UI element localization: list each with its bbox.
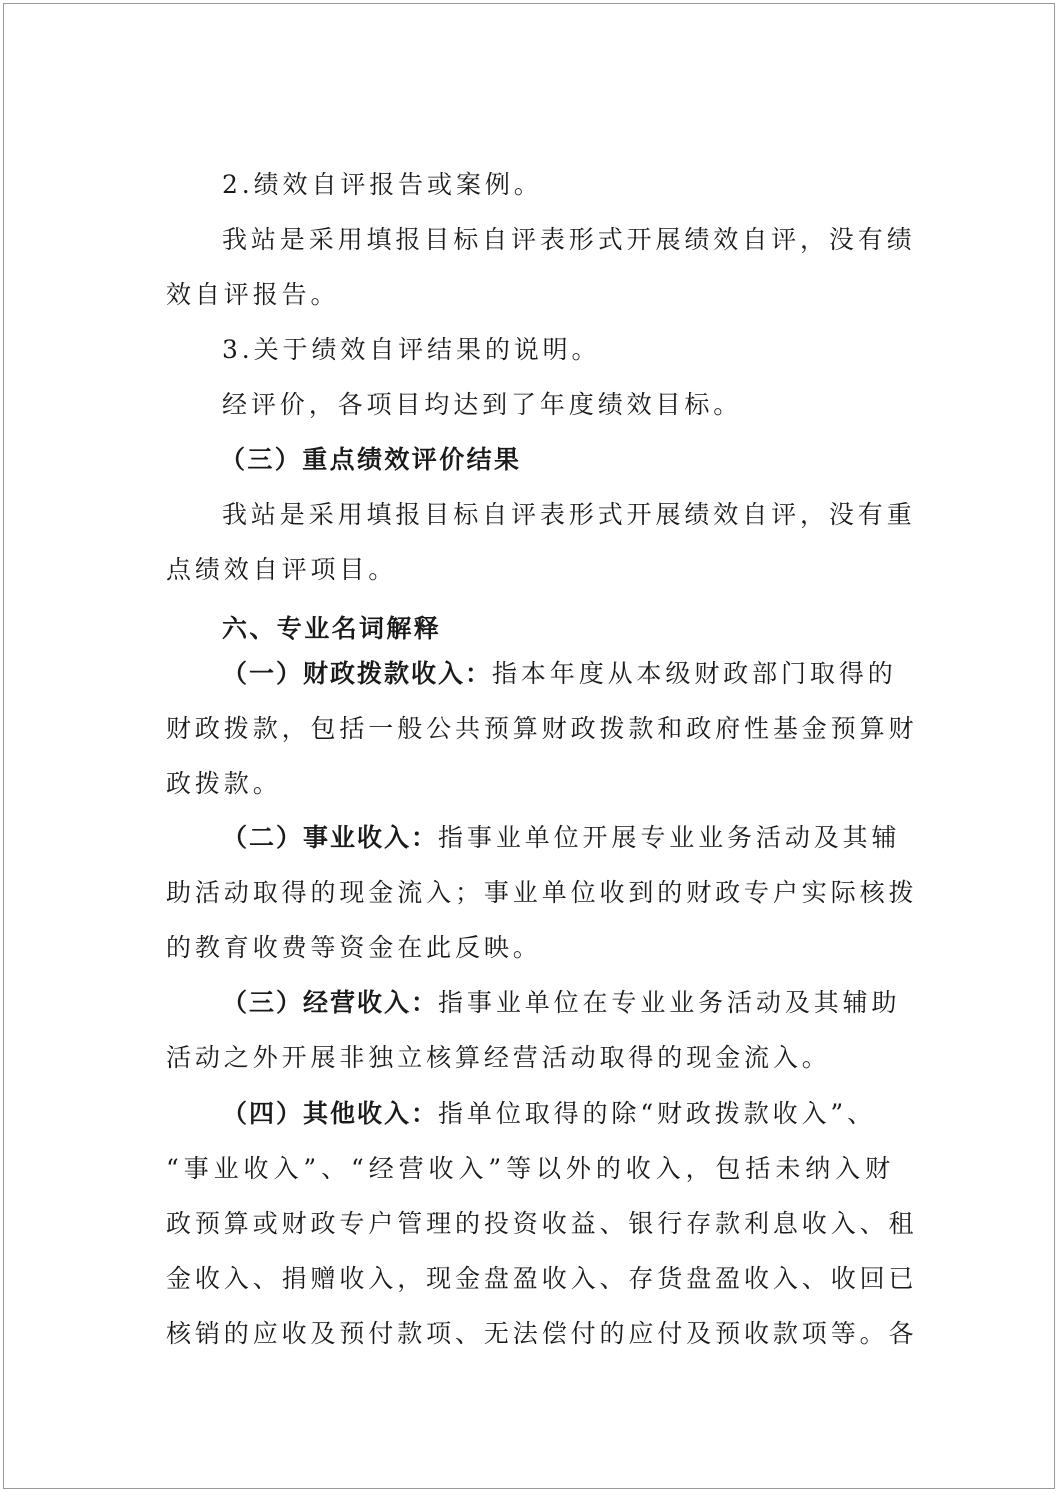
item2-body-line2: 效自评报告。 (166, 280, 340, 309)
term2-line1 (222, 821, 900, 855)
item2-body-line1: 我站是采用填报目标自评表形式开展绩效自评，没有绩 (222, 225, 916, 254)
term1-line3: 政拨款。 (166, 769, 282, 798)
term1-text: 指本年度从本级财政部门取得的 (492, 659, 897, 688)
term3-text: 指事业单位在专业业务活动及其辅助 (438, 988, 901, 1017)
term4-line1 (222, 1097, 876, 1131)
term2-label: （二）事业收入： (222, 823, 439, 852)
term4-line4: 金收入、捐赠收入，现金盘盈收入、存货盘盈收入、收回已 (166, 1264, 918, 1293)
item3-title: 3.关于绩效自评结果的说明。 (222, 335, 601, 364)
term4-text: 指单位取得的除“财政拨款收入”、 (438, 1099, 876, 1128)
term2-text: 指事业单位开展专业业务活动及其辅 (438, 823, 901, 852)
item3-body: 经评价，各项目均达到了年度绩效目标。 (222, 390, 743, 419)
term2-line2: 助活动取得的现金流入；事业单位收到的财政专户实际核拨 (166, 878, 918, 907)
section3-heading: （三）重点绩效评价结果 (220, 445, 522, 474)
term4-line3: 政预算或财政专户管理的投资收益、银行存款利息收入、租 (166, 1209, 918, 1238)
term1-label: （一）财政拨款收入： (222, 659, 493, 688)
section3-body-line1: 我站是采用填报目标自评表形式开展绩效自评，没有重 (222, 500, 916, 529)
term4-line5: 核销的应收及预付款项、无法偿付的应付及预收款项等。各 (166, 1319, 918, 1348)
term1-line2: 财政拨款，包括一般公共预算财政拨款和政府性基金预算财 (166, 714, 918, 743)
term3-label: （三）经营收入： (222, 988, 439, 1017)
term4-label: （四）其他收入： (222, 1099, 439, 1128)
term3-line2: 活动之外开展非独立核算经营活动取得的现金流入。 (166, 1043, 831, 1072)
chapter6-heading: 六、专业名词解释 (222, 614, 442, 643)
item2-title: 2.绩效自评报告或案例。 (222, 170, 543, 199)
term3-line1 (222, 986, 900, 1020)
term1-line1 (222, 657, 897, 691)
section3-body-line2: 点绩效自评项目。 (166, 555, 398, 584)
term4-line2: “事业收入”、“经营收入”等以外的收入，包括未纳入财 (166, 1154, 894, 1183)
term2-line3: 的教育收费等资金在此反映。 (166, 933, 542, 962)
